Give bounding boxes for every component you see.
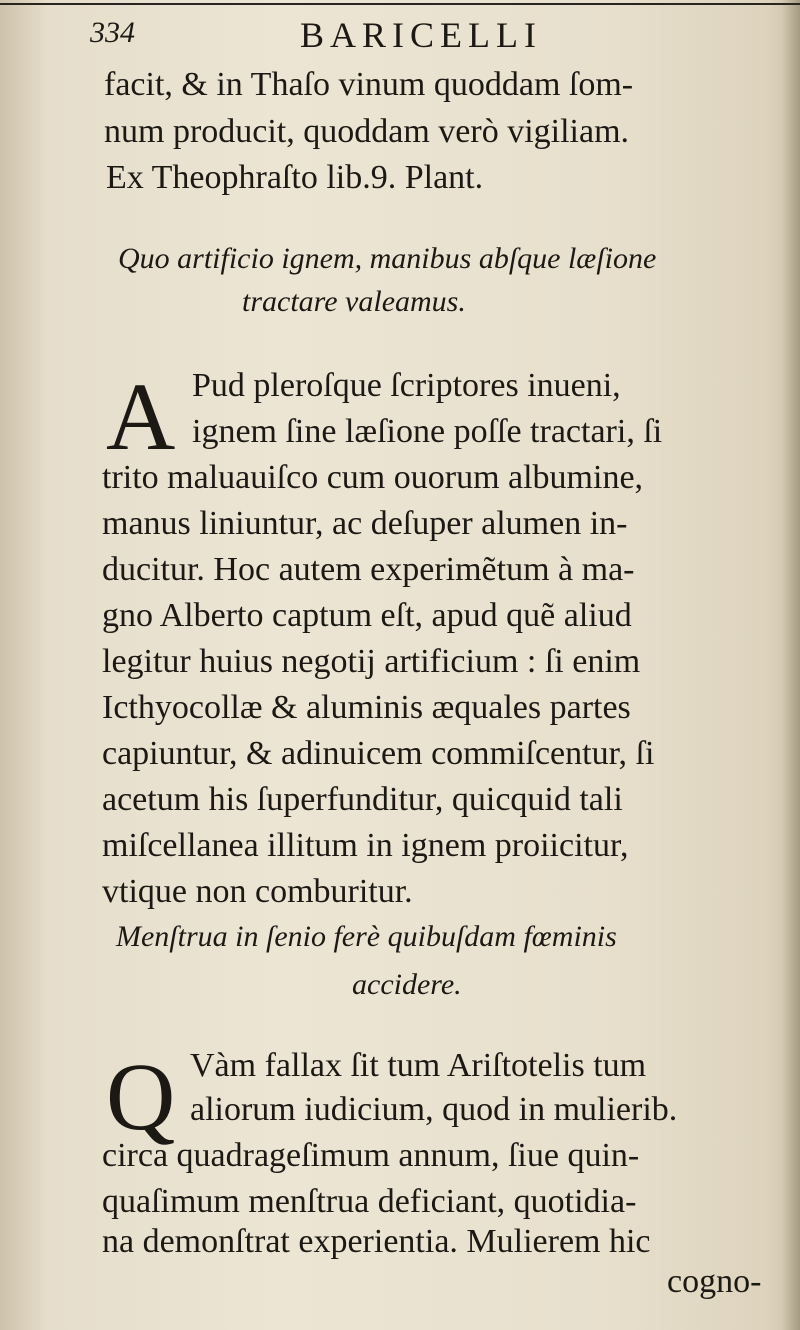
- drop-cap: Q: [106, 1043, 176, 1150]
- text-line: manus liniuntur, ac deſuper alumen in-: [102, 505, 628, 542]
- text-line: vtique non comburitur.: [102, 873, 413, 910]
- text-line: Ex Theophraſto lib.9. Plant.: [106, 159, 484, 196]
- text-line: na demonſtrat experientia. Mulierem hic: [102, 1223, 651, 1260]
- catchword: cogno-: [667, 1263, 762, 1300]
- text-line: Icthyocollæ & aluminis æquales partes: [102, 689, 631, 726]
- text-line: acetum his ſuperfunditur, quicquid tali: [102, 781, 623, 818]
- page-number: 334: [90, 16, 135, 49]
- text-line: trito maluauiſco cum ouorum albumine,: [102, 459, 644, 496]
- top-rule: [0, 3, 800, 5]
- heading-line: accidere.: [352, 968, 462, 1001]
- text-line: legitur huius negotij artificium : ſi enim: [102, 643, 641, 680]
- text-line: Vàm fallax ſit tum Ariſtotelis tum: [190, 1047, 647, 1084]
- text-line: ducitur. Hoc autem experimẽtum à ma-: [102, 551, 635, 588]
- text-line: aliorum iudicium, quod in mulierib.: [190, 1091, 678, 1128]
- text-line: circa quadrageſimum annum, ſiue quin-: [102, 1137, 640, 1174]
- text-line: ignem ſine læſione poſſe tractari, ſi: [192, 413, 663, 450]
- heading-line: Quo artificio ignem, manibus abſque læſione: [118, 242, 657, 275]
- text-line: num producit, quoddam verò vigiliam.: [104, 113, 630, 150]
- text-line: capiuntur, & adinuicem commiſcentur, ſi: [102, 735, 655, 772]
- text-line: gno Alberto captum eſt, apud quẽ aliud: [102, 597, 632, 634]
- drop-cap: A: [106, 363, 176, 470]
- running-head: BARICELLI: [300, 15, 542, 55]
- text-line: Pud pleroſque ſcriptores inueni,: [192, 367, 621, 404]
- heading-line: tractare valeamus.: [242, 285, 466, 318]
- page-header: [0, 12, 800, 58]
- heading-line: Menſtrua in ſenio ferè quibuſdam fœminis: [116, 920, 617, 953]
- text-line: quaſimum menſtrua deficiant, quotidia-: [102, 1183, 637, 1220]
- text-line: facit, & in Thaſo vinum quoddam ſom-: [104, 66, 634, 103]
- text-line: miſcellanea illitum in ignem proiicitur,: [102, 827, 629, 864]
